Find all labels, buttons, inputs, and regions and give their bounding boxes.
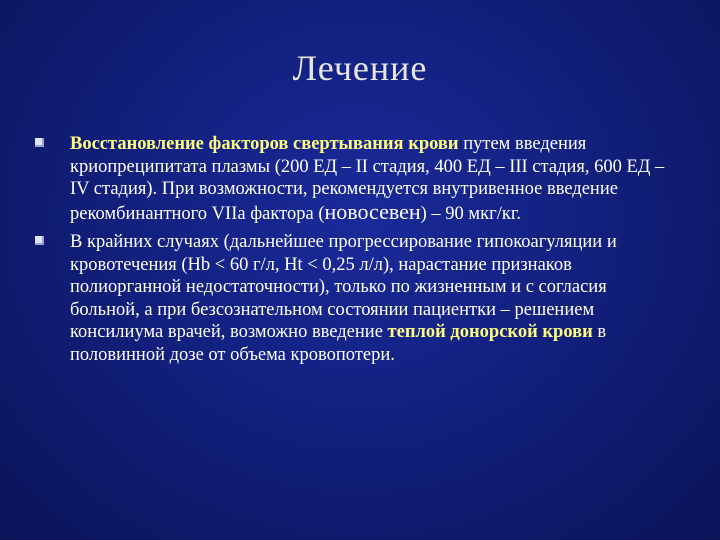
square-bullet-icon — [35, 236, 44, 245]
slide-title: Лечение — [292, 48, 428, 88]
body-text: путем введения криопреципитата плазмы (200 ЕД – II стадия, 400 ЕД – III стадия, 600 ЕД – IV стадия). При возможности, рекомендуется внутривенное введение рекомбинантного VIIa фактора ( — [70, 134, 665, 224]
bullet-item — [35, 133, 675, 225]
bullet-text — [70, 232, 617, 365]
bullet-item — [35, 231, 675, 366]
highlight-text: теплой донорской крови — [387, 322, 593, 342]
highlight-text: Восстановление факторов свертывания крови — [70, 134, 459, 154]
drug-name: новосевен — [324, 198, 421, 224]
body-text: в половинной дозе от объема кровопотери. — [70, 322, 607, 365]
body-text: ) – 90 мкг/кг. — [420, 203, 521, 224]
square-bullet-icon — [35, 138, 44, 147]
bullet-text — [70, 134, 664, 224]
bullet-list — [35, 133, 675, 372]
body-text: В крайних случаях (дальнейшее прогрессирование гипокоагуляции и кровотечения (Hb < 60 г/л, Ht < 0,25 л/л), нарастание признаков полиорганной недостаточности), только по жизненным и с согласия больной, а при безсознательном состоянии пациентки – решением консилиума врачей, возможно введение — [70, 232, 617, 342]
